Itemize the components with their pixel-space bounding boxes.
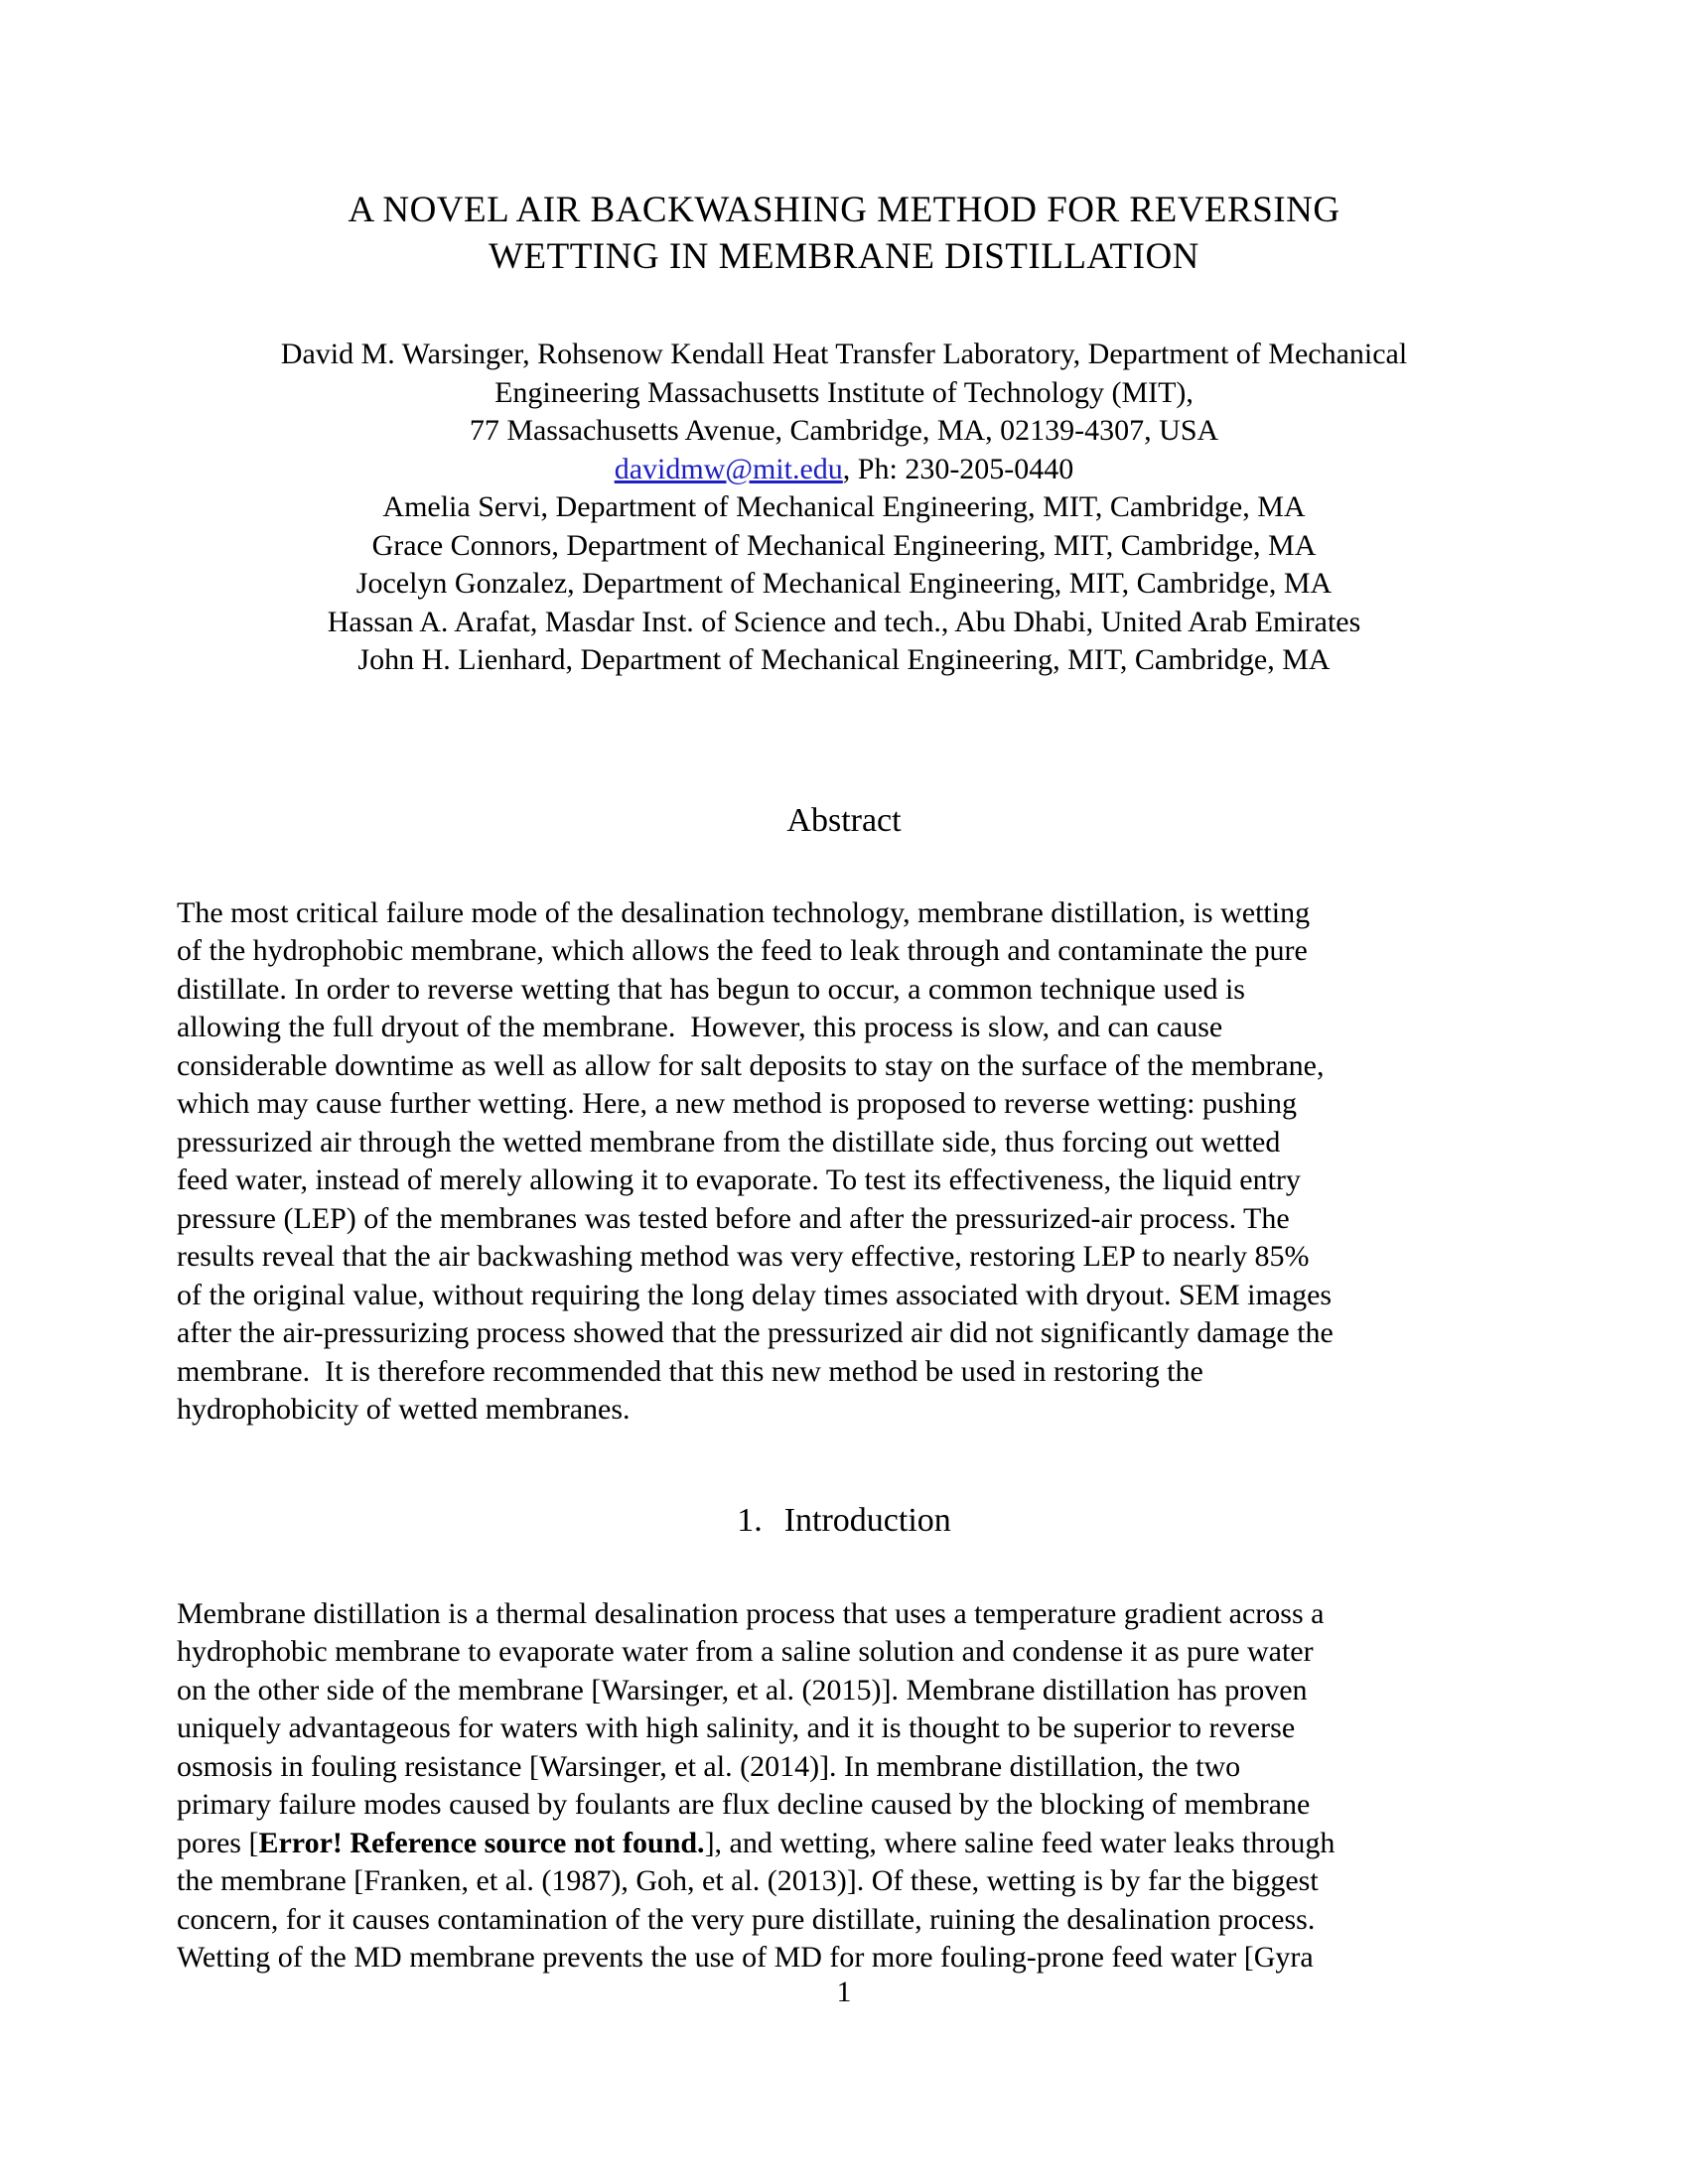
abstract-line: of the hydrophobic membrane, which allows the feed to leak through and contaminate the pure [177,934,1308,967]
introduction-line: osmosis in fouling resistance [Warsinger, et al. (2014)]. In membrane distillation, the two [177,1749,1241,1783]
introduction-heading [0,1499,1688,1543]
page-number: 1 [836,1976,852,2008]
abstract-line: after the air-pressurizing process showed that the pressurized air did not significantly damage the [177,1316,1334,1349]
abstract-line: pressurized air through the wetted membrane from the distillate side, thus forcing out wetted [177,1125,1281,1159]
author-affiliation-line: 77 Massachusetts Avenue, Cambridge, MA, 02139-4307, USA [469,414,1219,447]
abstract-line: which may cause further wetting. Here, a new method is proposed to reverse wetting: pushing [177,1087,1298,1120]
abstract-line: considerable downtime as well as allow for salt deposits to stay on the surface of the membrane, [177,1048,1325,1082]
email-link[interactable]: davidmw@mit.edu [614,452,843,485]
abstract-text [177,894,1549,1430]
abstract-line: distillate. In order to reverse wetting that has begun to occur, a common technique used is [177,972,1245,1006]
author-affiliation-line: Jocelyn Gonzalez, Department of Mechanical Engineering, MIT, Cambridge, MA [355,567,1333,600]
author-block [0,336,1688,680]
phone-text: , Ph: 230-205-0440 [842,452,1074,485]
abstract-line: results reveal that the air backwashing method was very effective, restoring LEP to nearly 85% [177,1240,1310,1273]
error-ref-pre: pores [ [177,1826,259,1859]
author-affiliation-line: Grace Connors, Department of Mechanical Engineering, MIT, Cambridge, MA [371,528,1317,562]
paper-title [0,0,1688,280]
introduction-line: Membrane distillation is a thermal desalination process that uses a temperature gradient across a [177,1596,1325,1630]
abstract-line: The most critical failure mode of the desalination technology, membrane distillation, is wetting [177,895,1311,929]
introduction-line: concern, for it causes contamination of the very pure distillate, ruining the desalination process. [177,1902,1316,1936]
abstract-line: hydrophobicity of wetted membranes. [177,1393,631,1426]
introduction-heading-number: 1. [737,1501,763,1539]
error-reference-text: Error! Reference source not found. [258,1826,705,1859]
introduction-text [177,1595,1549,1978]
author-affiliation-line: Engineering Massachusetts Institute of Technology (MIT), [494,375,1194,409]
introduction-line: Wetting of the MD membrane prevents the use of MD for more fouling-prone feed water [Gyra [177,1941,1314,1974]
introduction-line-error-ref [177,1825,1549,1863]
abstract-heading: Abstract [786,801,902,839]
introduction-line: the membrane [Franken, et al. (1987), Goh, et al. (2013)]. Of these, wetting is by far the biggest [177,1864,1319,1897]
error-ref-post: ], and wetting, where saline feed water leaks through [704,1826,1336,1859]
author-affiliation-line: David M. Warsinger, Rohsenow Kendall Heat Transfer Laboratory, Department of Mechanical [280,338,1408,370]
introduction-line: on the other side of the membrane [Warsinger, et al. (2015)]. Membrane distillation has proven [177,1673,1308,1706]
abstract-line: feed water, instead of merely allowing it to evaporate. To test its effectiveness, the liquid entry [177,1163,1301,1196]
author-affiliation-line: John H. Lienhard, Department of Mechanical Engineering, MIT, Cambridge, MA [357,643,1331,676]
abstract-line: of the original value, without requiring the long delay times associated with dryout. SEM images [177,1278,1333,1311]
introduction-heading-text: Introduction [783,1501,951,1539]
author-affiliation-line: Hassan A. Arafat, Masdar Inst. of Science and tech., Abu Dhabi, United Arab Emirates [327,605,1361,638]
author-affiliation-line: Amelia Servi, Department of Mechanical Engineering, MIT, Cambridge, MA [382,490,1306,523]
contact-line [0,451,1688,489]
abstract-line: membrane. It is therefore recommended that this new method be used in restoring the [177,1354,1203,1388]
paper-title-line-1: A NOVEL AIR BACKWASHING METHOD FOR REVERSING [348,190,1340,230]
abstract-line: pressure (LEP) of the membranes was tested before and after the pressurized-air process. The [177,1201,1290,1235]
paper-title-line-2: WETTING IN MEMBRANE DISTILLATION [489,236,1199,277]
abstract-line: allowing the full dryout of the membrane. However, this process is slow, and can cause [177,1011,1223,1043]
introduction-line: hydrophobic membrane to evaporate water from a saline solution and condense it as pure water [177,1635,1314,1668]
introduction-line: uniquely advantageous for waters with high salinity, and it is thought to be superior to reverse [177,1711,1296,1744]
introduction-line: primary failure modes caused by foulants are flux decline caused by the blocking of membrane [177,1788,1311,1821]
